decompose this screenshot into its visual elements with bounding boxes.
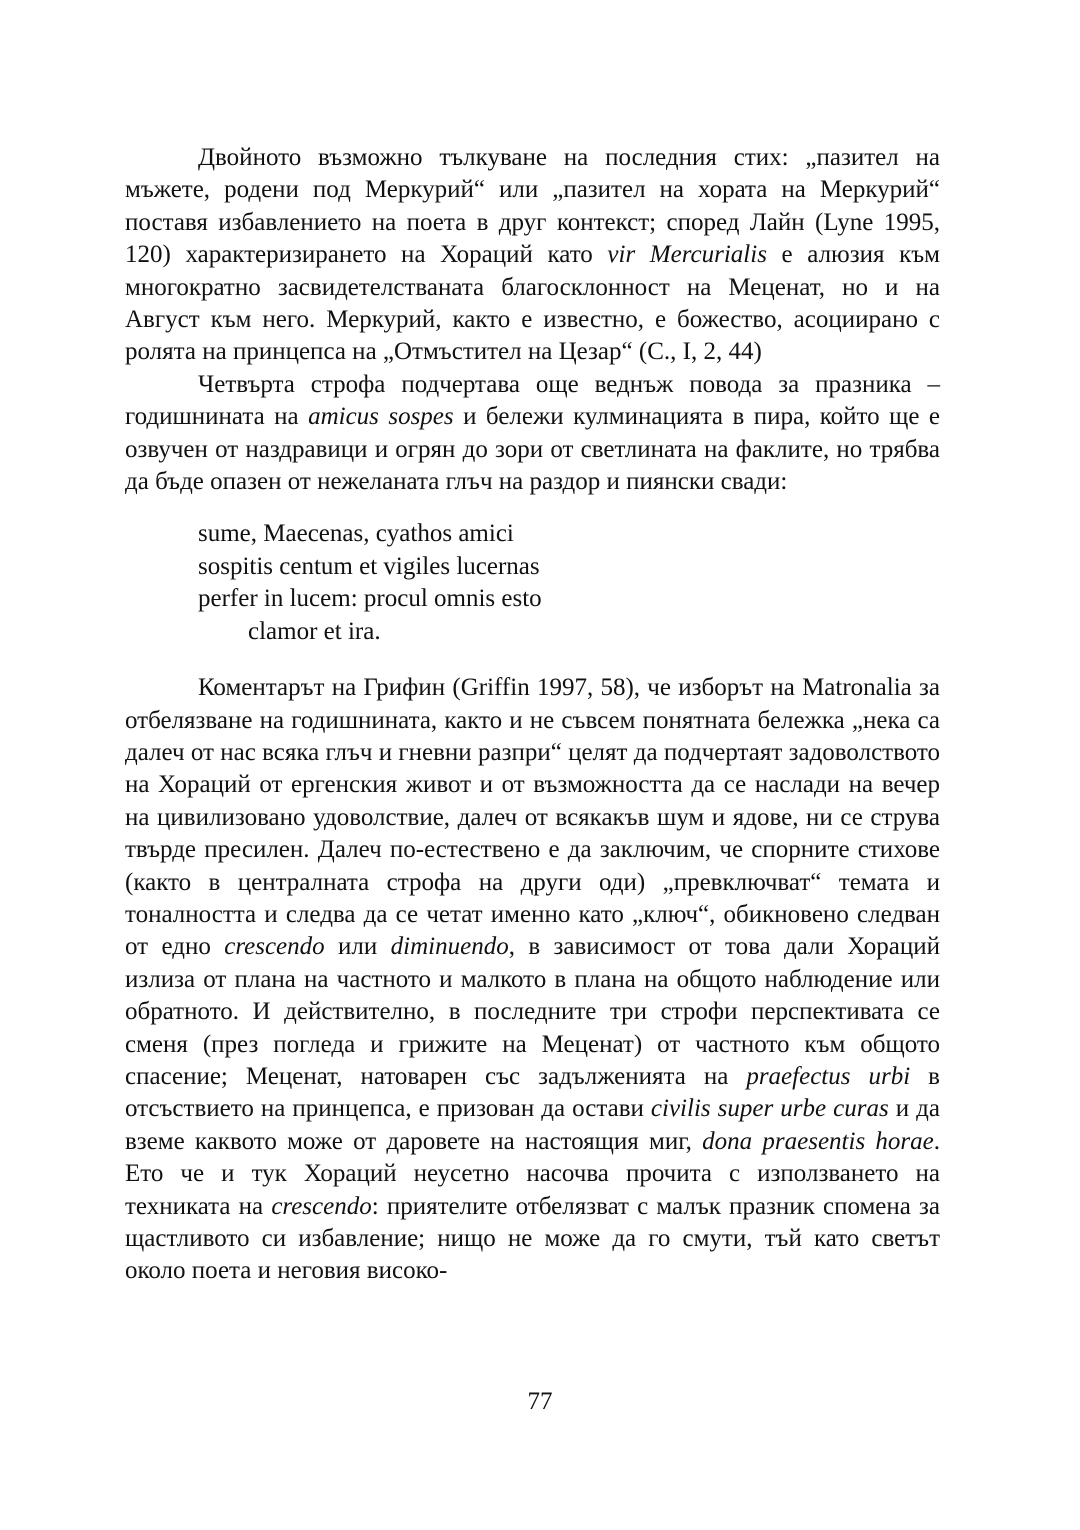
text-run: : приятелите отбелязват с малък празник спомена за щастливото си избавление; нищо не може да го смути, тъй като светът около поета и неговия високо- — [125, 1192, 941, 1285]
text-run: . Ето че и тук Хораций неусетно насочва прочита с използването на техниката на — [125, 1127, 940, 1220]
text-run: Коментарът на Грифин (Griffin 1997, 58), че изборът на Matronalia за отбелязване на годишнината, както и не съвсем понятната бележка „нека са далеч от нас всяка глъч и гневни разпри“ целят да подчертаят задоволството на Хораций от ергенския живот и от възможността да се наслади на вечер на цивилизовано удоволствие, далеч от всякакъв шум и ядове, ни се струва твърде пресилен. Далеч по-естествено е да заключим, че спорните стихове (както в централната строфа на други оди) „превключват“ темата и тоналността и следва да се четат именно като „ключ“, обикновено следван от едно — [125, 674, 940, 961]
text-run: в отсъствието на принцепса, е призован да остави — [125, 1062, 940, 1123]
text-run: Двойното възможно тълкуване на последния стих: „пазител на мъжете, родени под Меркурий“ или „пазител на хората на Меркурий“ поставя избавлението на поета в друг контекст; според Лайн (Lyne 1995, 120) характеризирането на Хораций като — [125, 144, 940, 269]
italic-term: civilis super urbe curas — [650, 1095, 889, 1123]
paragraph-1 — [125, 142, 940, 369]
italic-term: praefectus urbi — [746, 1062, 911, 1090]
verse-line: sospitis centum et vigiles lucernas — [198, 552, 540, 580]
italic-term: vir Mercurialis — [607, 241, 767, 269]
text-run: Четвърта строфа подчертава още веднъж повода за празника – годишнината на — [125, 370, 940, 431]
verse-line-indented: clamor et ira. — [248, 617, 381, 645]
italic-term: crescendo — [271, 1192, 372, 1220]
paragraph-3 — [125, 672, 940, 1288]
page-body — [125, 142, 940, 1288]
text-run: и да вземе каквото може от даровете на настоящия миг, — [125, 1095, 940, 1155]
text-run: е алюзия към многократно засвидетелстваната благосклонност на Меценат, но и на Август към него. Меркурий, както е известно, е божество, асоциирано с ролята на принцепса на „Отмъстител на Цезар“ (C., I, 2, 44) — [125, 241, 941, 366]
verse-line: sume, Maecenas, cyathos amici — [198, 520, 514, 548]
text-run: или — [324, 933, 391, 961]
text-run: и бележи кулминацията в пира, който ще е озвучен от наздравици и огрян до зори от светлината на факлите, но трябва да бъде опазен от нежеланата глъч на раздор и пиянски свади: — [125, 403, 941, 496]
italic-term: diminuendo — [390, 933, 509, 961]
paragraph-2 — [125, 369, 940, 499]
italic-term: dona praesentis horae — [702, 1127, 934, 1155]
text-run: , в зависимост от това дали Хораций излиза от плана на частното и малкото в плана на общото наблюдение или обратното. И действително, в последните три строфи перспективата се сменя (през погледа и грижите на Меценат) от частното към общото спасение; Меценат, натоварен със задълженията на — [125, 933, 941, 1090]
verse-line: perfer in lucem: procul omnis esto — [198, 585, 542, 613]
italic-term: amicus sospes — [308, 403, 454, 431]
italic-term: crescendo — [224, 933, 325, 961]
page-number: 77 — [527, 1388, 553, 1415]
latin-verse-quote — [198, 518, 940, 648]
